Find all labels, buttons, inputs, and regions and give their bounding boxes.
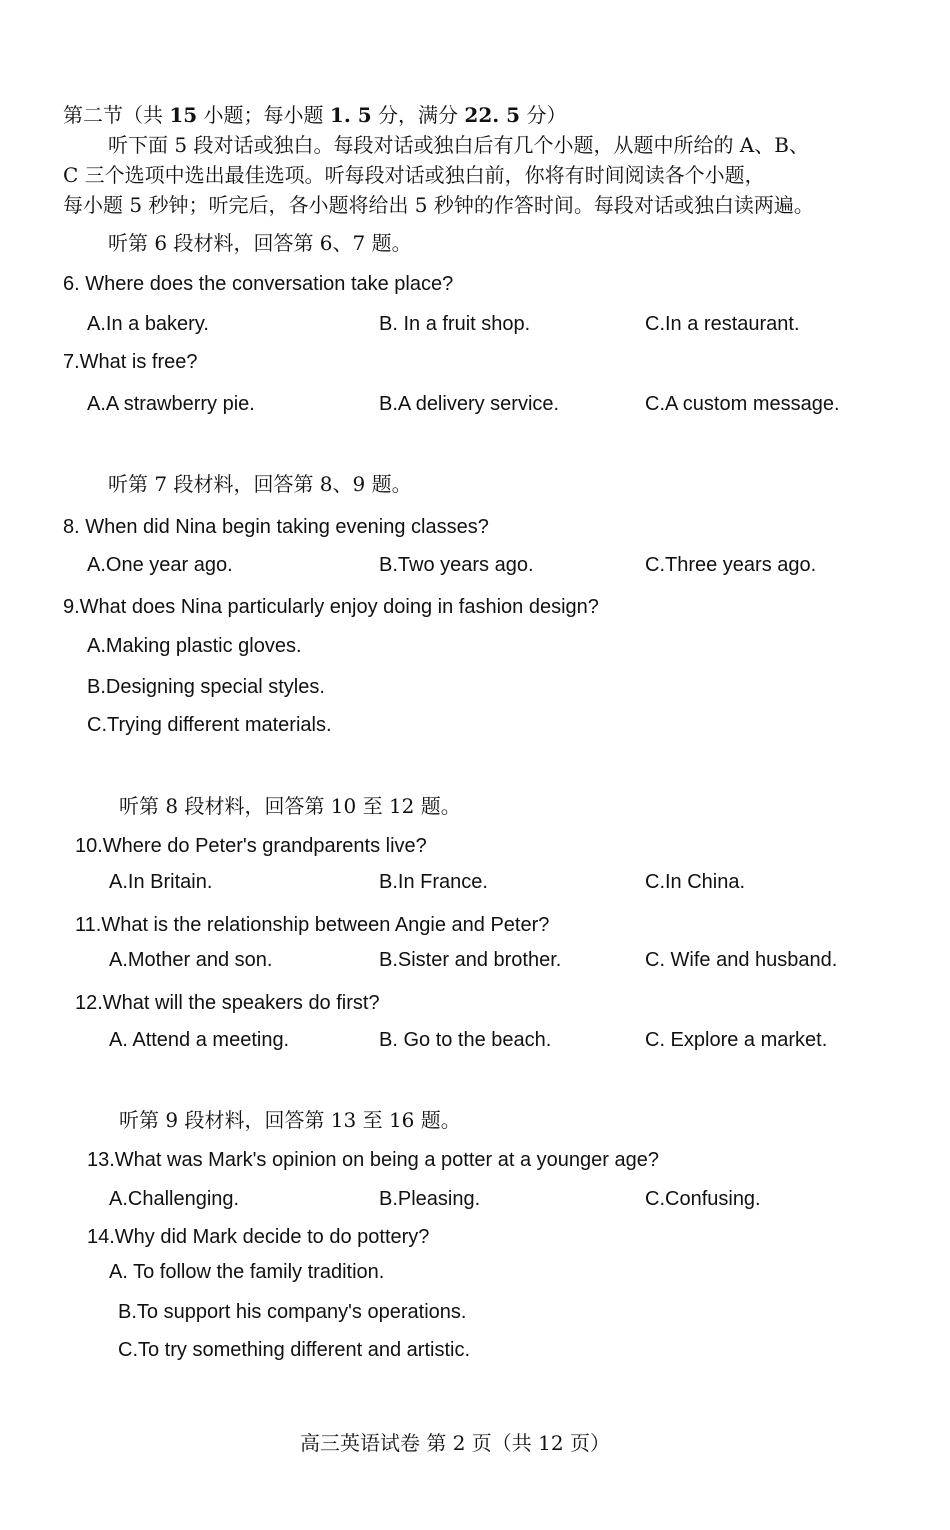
group-header: 听第 9 段材料，回答第 13 至 16 题。 (119, 1108, 461, 1132)
question-stem: 9.What does Nina particularly enjoy doing in fashion design? (63, 596, 599, 618)
total-score: 22. 5 (464, 103, 521, 127)
option-b[interactable]: B.Designing special styles. (87, 676, 325, 698)
option-a[interactable]: A.In a bakery. (87, 313, 209, 335)
option-b[interactable]: B.Pleasing. (379, 1188, 481, 1210)
option-a[interactable]: A. To follow the family tradition. (109, 1261, 385, 1283)
question-stem: 7.What is free? (63, 351, 198, 373)
option-a[interactable]: A.A strawberry pie. (87, 393, 255, 415)
option-b[interactable]: B.In France. (379, 871, 488, 893)
question-count: 15 (169, 103, 198, 127)
option-c[interactable]: C.To try something different and artistic. (118, 1339, 471, 1361)
option-c[interactable]: C.Confusing. (645, 1188, 761, 1210)
option-c[interactable]: C.Trying different materials. (87, 714, 332, 736)
instructions-line-2: C 三个选项中选出最佳选项。听每段对话或独白前，你将有时间阅读各个小题， (63, 163, 765, 187)
option-a[interactable]: A.Challenging. (109, 1188, 240, 1210)
question-stem: 12.What will the speakers do first? (75, 992, 380, 1014)
option-a[interactable]: A.Mother and son. (109, 949, 273, 971)
question-stem: 14.Why did Mark decide to do pottery? (87, 1226, 430, 1248)
page-footer: 高三英语试卷 第 2 页（共 12 页） (300, 1431, 610, 1455)
option-a[interactable]: A.One year ago. (87, 554, 233, 576)
question-stem: 8. When did Nina begin taking evening classes? (63, 516, 489, 538)
option-c[interactable]: C.A custom message. (645, 393, 840, 415)
option-b[interactable]: B.To support his company's operations. (118, 1301, 467, 1323)
option-c[interactable]: C.Three years ago. (645, 554, 817, 576)
option-b[interactable]: B.Two years ago. (379, 554, 534, 576)
question-stem: 11.What is the relationship between Angie and Peter? (75, 914, 550, 936)
option-c[interactable]: C. Explore a market. (645, 1029, 828, 1051)
option-b[interactable]: B. In a fruit shop. (379, 313, 531, 335)
section-title: 第二节（共 15 小题；每小题 1. 5 分，满分 22. 5 分） (63, 103, 567, 127)
option-c[interactable]: C.In China. (645, 871, 746, 893)
option-b[interactable]: B.Sister and brother. (379, 949, 562, 971)
option-a[interactable]: A. Attend a meeting. (109, 1029, 290, 1051)
group-header: 听第 7 段材料，回答第 8、9 题。 (108, 472, 412, 496)
option-a[interactable]: A.Making plastic gloves. (87, 635, 302, 657)
option-c[interactable]: C. Wife and husband. (645, 949, 838, 971)
question-stem: 10.Where do Peter's grandparents live? (75, 835, 427, 857)
instructions-line-1: 听下面 5 段对话或独白。每段对话或独白后有几个小题，从题中所给的 A、B、 (108, 133, 809, 157)
instructions-line-3: 每小题 5 秒钟；听完后，各小题将给出 5 秒钟的作答时间。每段对话或独白读两遍。 (63, 193, 814, 217)
option-b[interactable]: B. Go to the beach. (379, 1029, 552, 1051)
group-header: 听第 8 段材料，回答第 10 至 12 题。 (119, 794, 461, 818)
per-question-score: 1. 5 (329, 103, 372, 127)
question-stem: 13.What was Mark's opinion on being a potter at a younger age? (87, 1149, 659, 1171)
option-b[interactable]: B.A delivery service. (379, 393, 560, 415)
question-stem: 6. Where does the conversation take place? (63, 273, 454, 295)
option-a[interactable]: A.In Britain. (109, 871, 213, 893)
option-c[interactable]: C.In a restaurant. (645, 313, 800, 335)
group-header: 听第 6 段材料，回答第 6、7 题。 (108, 231, 412, 255)
